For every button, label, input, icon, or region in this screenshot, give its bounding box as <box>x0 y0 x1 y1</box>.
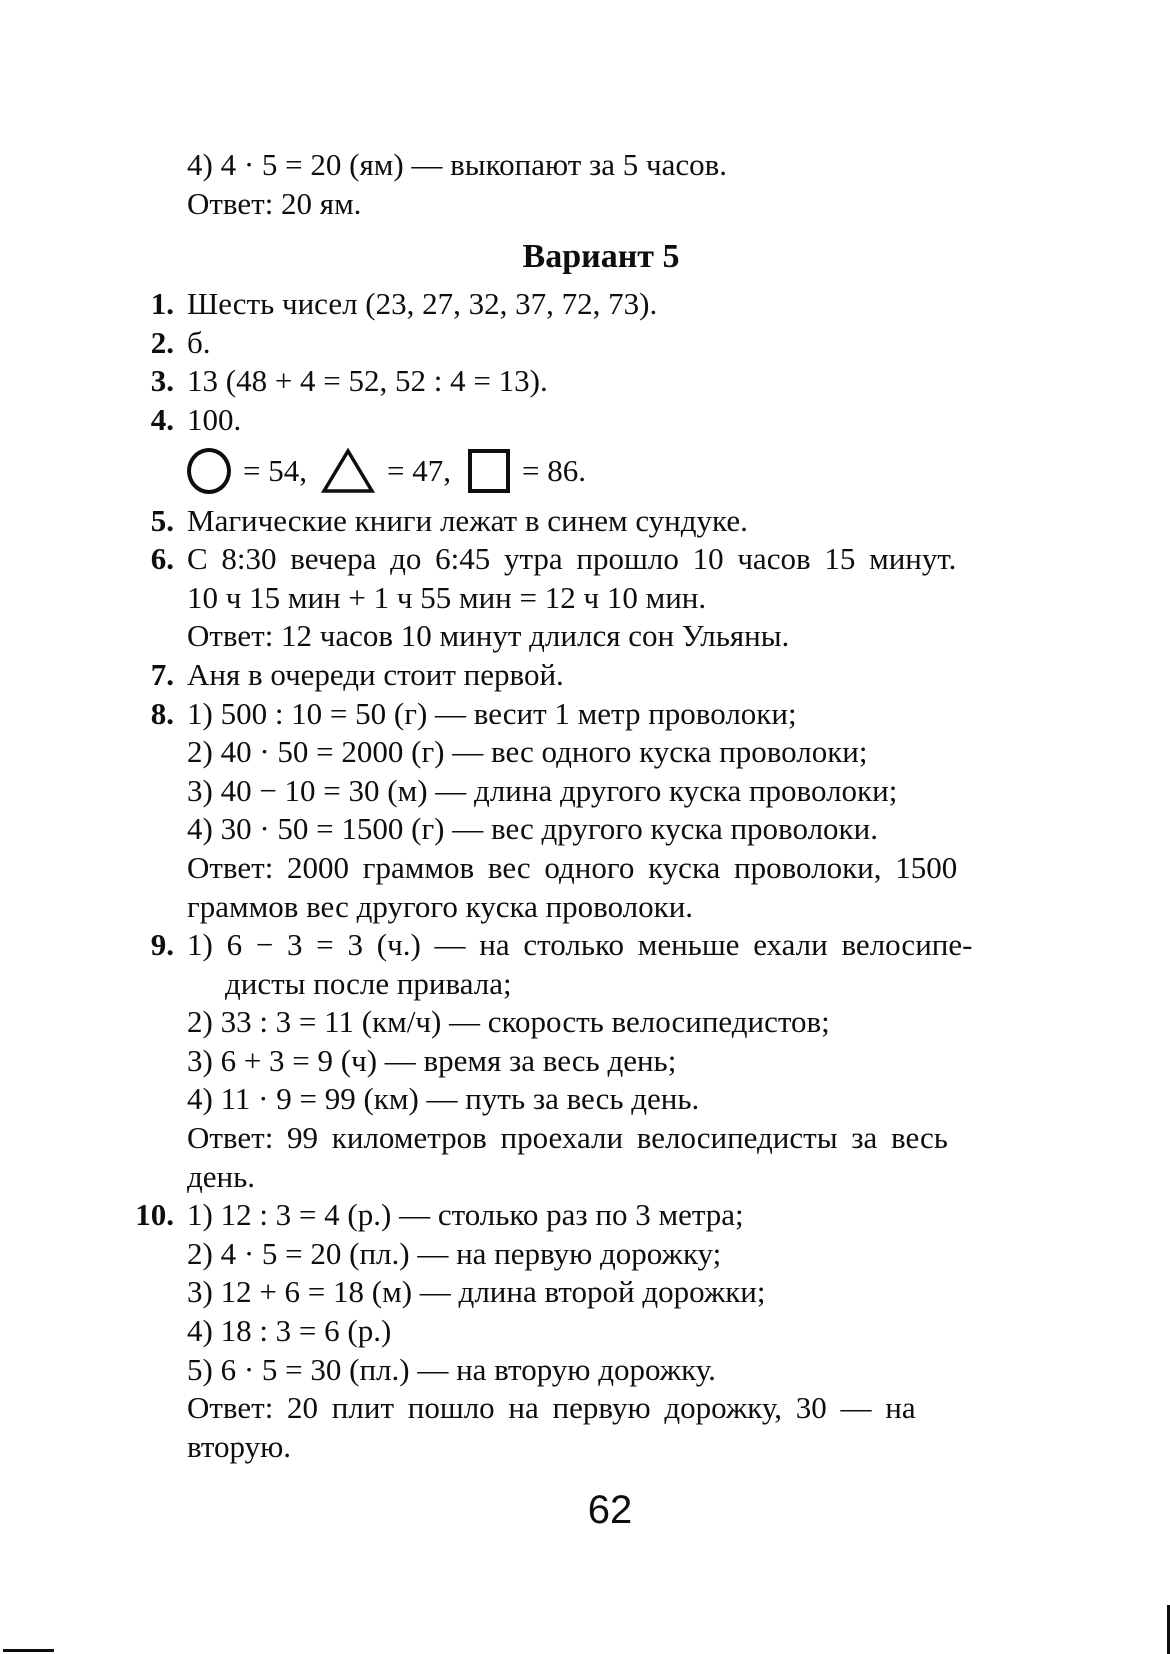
item-number: 6. <box>150 541 174 577</box>
answer-line <box>150 926 1055 965</box>
triangle-icon <box>321 448 375 494</box>
answer-text: б. <box>187 324 211 360</box>
answer-line <box>150 324 1055 363</box>
item-number: 2. <box>150 324 174 360</box>
answer-text: Шесть чисел (23, 27, 32, 37, 72, 73). <box>187 286 658 322</box>
circle-equation-value: = 54, <box>243 452 307 488</box>
square-icon <box>468 449 510 493</box>
item-number: 10. <box>135 1197 174 1233</box>
answer-text: С 8:30 вечера до 6:45 утра прошло 10 часов 15 минут. <box>187 541 957 577</box>
answer-line: 4) 4 · 5 = 20 (ям) — выкопают за 5 часов. <box>187 147 728 182</box>
variant-heading: Вариант 5 <box>522 238 680 276</box>
answer-line: граммов вес другого куска проволоки. <box>187 888 694 924</box>
answer-line <box>150 540 1055 579</box>
answer-line: 10 ч 15 мин + 1 ч 55 мин = 12 ч 10 мин. <box>187 579 707 615</box>
answer-line <box>150 285 1055 324</box>
page-number: 62 <box>587 1488 633 1532</box>
answer-line: Ответ: 20 плит пошло на первую дорожку, 30 — на <box>187 1390 916 1426</box>
answer-line: 4) 11 · 9 = 99 (км) — путь за весь день. <box>187 1081 700 1117</box>
item-number: 7. <box>150 656 174 692</box>
answer-line: Ответ: 20 ям. <box>187 185 362 221</box>
answer-text: 1) 12 : 3 = 4 (р.) — столько раз по 3 метра; <box>187 1197 744 1233</box>
answer-line <box>150 362 1055 401</box>
answer-line: 2) 40 · 50 = 2000 (г) — вес одного куска проволоки; <box>187 734 868 770</box>
item-number: 5. <box>150 502 174 538</box>
answer-line: Ответ: 99 километров проехали велосипедисты за весь <box>187 1120 948 1156</box>
answer-line: 3) 6 + 3 = 9 (ч) — время за весь день; <box>187 1042 677 1078</box>
answer-line: день. <box>187 1158 256 1194</box>
answer-line: 2) 33 : 3 = 11 (км/ч) — скорость велосипедистов; <box>187 1004 830 1040</box>
answer-text: 1) 500 : 10 = 50 (г) — весит 1 метр проволоки; <box>187 695 797 731</box>
item-number: 1. <box>150 286 174 322</box>
answer-key-content <box>135 146 1055 1466</box>
answer-line: 3) 12 + 6 = 18 (м) — длина второй дорожки; <box>187 1274 766 1310</box>
answer-line <box>150 401 1055 440</box>
shape-equations-row <box>187 440 1055 502</box>
item-number: 8. <box>150 695 174 731</box>
answer-line: 3) 40 − 10 = 30 (м) — длина другого куска проволоки; <box>187 772 898 808</box>
circle-icon <box>187 448 231 494</box>
answer-line: дисты после привала; <box>225 965 512 1001</box>
answer-line: 4) 18 : 3 = 6 (р.) <box>187 1313 392 1349</box>
answer-line <box>150 656 1055 695</box>
answer-text: 1) 6 − 3 = 3 (ч.) — на столько меньше ехали велосипе- <box>187 927 973 963</box>
answer-line: 5) 6 · 5 = 30 (пл.) — на вторую дорожку. <box>187 1351 716 1387</box>
answer-line: 4) 30 · 50 = 1500 (г) — вес другого куска проволоки. <box>187 811 878 847</box>
answer-text: 13 (48 + 4 = 52, 52 : 4 = 13). <box>187 363 548 399</box>
answer-text: Магические книги лежат в синем сундуке. <box>187 502 748 538</box>
scan-artifact-line <box>3 1649 54 1652</box>
triangle-equation-value: = 47, <box>386 452 451 488</box>
answer-line <box>150 695 1055 734</box>
answer-line: вторую. <box>187 1428 292 1464</box>
answer-line: Ответ: 12 часов 10 минут длился сон Ульяны. <box>187 618 790 654</box>
item-number: 4. <box>150 401 174 437</box>
answer-line <box>150 502 1055 541</box>
item-number: 3. <box>150 363 174 399</box>
answer-text: 100. <box>187 401 242 437</box>
answer-text: Аня в очереди стоит первой. <box>187 656 564 692</box>
square-equation-value: = 86. <box>521 452 586 488</box>
answer-line: 2) 4 · 5 = 20 (пл.) — на первую дорожку; <box>187 1235 722 1271</box>
answer-line: Ответ: 2000 граммов вес одного куска проволоки, 1500 <box>187 849 958 885</box>
answer-line <box>135 1196 1055 1235</box>
item-number: 9. <box>150 927 174 963</box>
